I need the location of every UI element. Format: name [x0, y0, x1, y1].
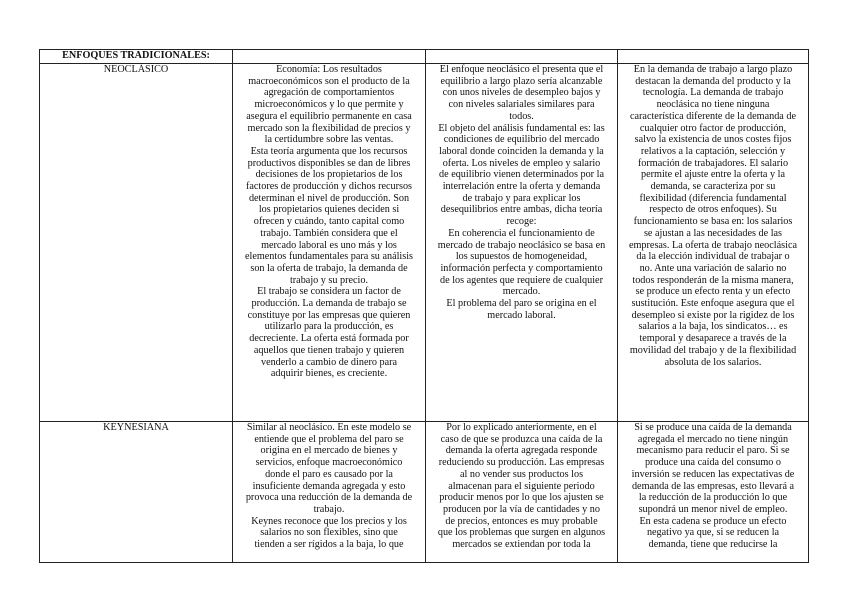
table-header: ENFOQUES TRADICIONALES: — [40, 50, 233, 64]
keynesiana-cell-1 — [233, 422, 426, 563]
keynesiana-cell-2 — [426, 422, 618, 563]
cell-text: El enfoque neoclásico el presenta que el equilibrio a largo plazo sería alcanzable con unos niveles de desempleo bajos y con niveles salariales similares para todos. El objeto del análisis fundamental es: las condiciones de equilibrio del mercado laboral donde coinciden la demanda y la oferta. Los niveles de empleo y salario de equilibrio vienen determinados por la interrelación entre la oferta y demanda de trabajo y para explicar los desequilibrios entre ambas, dicha teoría recoge: En coherencia el funcionamiento de mercado de trabajo neoclásico se basa en los supuestos de homogeneidad, información perfecta y comportamiento de los agentes que requiere de cualquier mercado. El problema del paro se origina en el mercado laboral. — [437, 64, 606, 321]
header-empty-cell — [618, 50, 809, 64]
neoclasico-cell-1 — [233, 64, 426, 422]
table-row-neoclasico — [40, 64, 809, 422]
keynesiana-cell-3 — [618, 422, 809, 563]
header-empty-cell — [233, 50, 426, 64]
table-row-keynesiana — [40, 422, 809, 563]
cell-text: Economía: Los resultados macroeconómicos son el producto de la agregación de comportamientos microeconómicos y lo que permite y asegura el equilibrio permanente en casa mercado son la flexibilidad de precios y la certidumbre sobre las ventas. Esta teoría argumenta que los recursos productivos disponibles se dan de libres decisiones de los propietarios de los factores de producción y dichos recursos determinan el nivel de producción. Son los propietarios quienes deciden si ofrecen y cuándo, tanto capital como trabajo. También considera que el mercado laboral es uno más y los elementos fundamentales para su análisis son la oferta de trabajo, la demanda de trabajo y su precio. El trabajo se considera un factor de producción. La demanda de trabajo se constituye por las empresas que quieren utilizarlo para la producción, es decreciente. La oferta está formada por aquellos que tienen trabajo y quieren venderlo a cambio de dinero para adquirir bienes, es creciente. — [244, 64, 414, 380]
traditional-approaches-table — [39, 49, 809, 563]
cell-text: Similar al neoclásico. En este modelo se entiende que el problema del paro se origina en el mercado de bienes y servicios, enfoque macroeconómico donde el paro es causado por la insuficiente demanda agregada y esto provoca una reducción de la demanda de trabajo. Keynes reconoce que los precios y los salarios no son flexibles, sino que tienden a ser rígidos a la baja, lo que — [245, 422, 413, 551]
header-row — [40, 50, 809, 64]
row-label-keynesiana: KEYNESIANA — [40, 422, 233, 563]
neoclasico-cell-2 — [426, 64, 618, 422]
cell-text: Si se produce una caída de la demanda agregada el mercado no tiene ningún mecanismo para reducir el paro. Si se produce una caída del consumo o inversión se reducen las expectativas de demanda de las empresas, esto llevará a la reducción de la producción lo que supondrá un menor nivel de empleo. En esta cadena se produce un efecto negativo ya que, si se reducen la demanda, tiene que reducirse la — [631, 422, 795, 551]
neoclasico-cell-3 — [618, 64, 809, 422]
row-label-neoclasico: NEOCLÁSICO — [40, 64, 233, 422]
header-empty-cell — [426, 50, 618, 64]
cell-text: En la demanda de trabajo a largo plazo destacan la demanda del producto y la tecnología. La demanda de trabajo neoclásica no tiene ninguna característica diferente de la demanda de cualquier otro factor de producción, salvo la existencia de unos costes fijos relativos a la captación, selección y formación de trabajadores. El salario permite el ajuste entre la oferta y la demanda, se caracteriza por su flexibilidad (diferencia fundamental respecto de otros enfoques). Su funcionamiento se basa en: los salarios se ajustan a las necesidades de las empresas. La oferta de trabajo neoclásica da la elección individual de trabajar o no. Ante una variación de salario no todos responderán de la misma manera, se produce un efecto renta y un efecto sustitución. Este enfoque asegura que el desempleo si existe por la rigidez de los salarios a la baja, los sindicatos… es temporal y desaparece a través de la movilidad del trabajo y de la flexibilidad absoluta de los salarios. — [628, 64, 797, 368]
cell-text: Por lo explicado anteriormente, en el caso de que se produzca una caída de la demanda la oferta agregada responde reduciendo su producción. Las empresas al no vender sus productos los almacenan para el siguiente periodo producir menos por lo que los ajusten se producen por la vía de cantidades y no de precios, entonces es muy probable que los problemas que surgen en algunos mercados se extiendan por toda la — [437, 422, 606, 551]
